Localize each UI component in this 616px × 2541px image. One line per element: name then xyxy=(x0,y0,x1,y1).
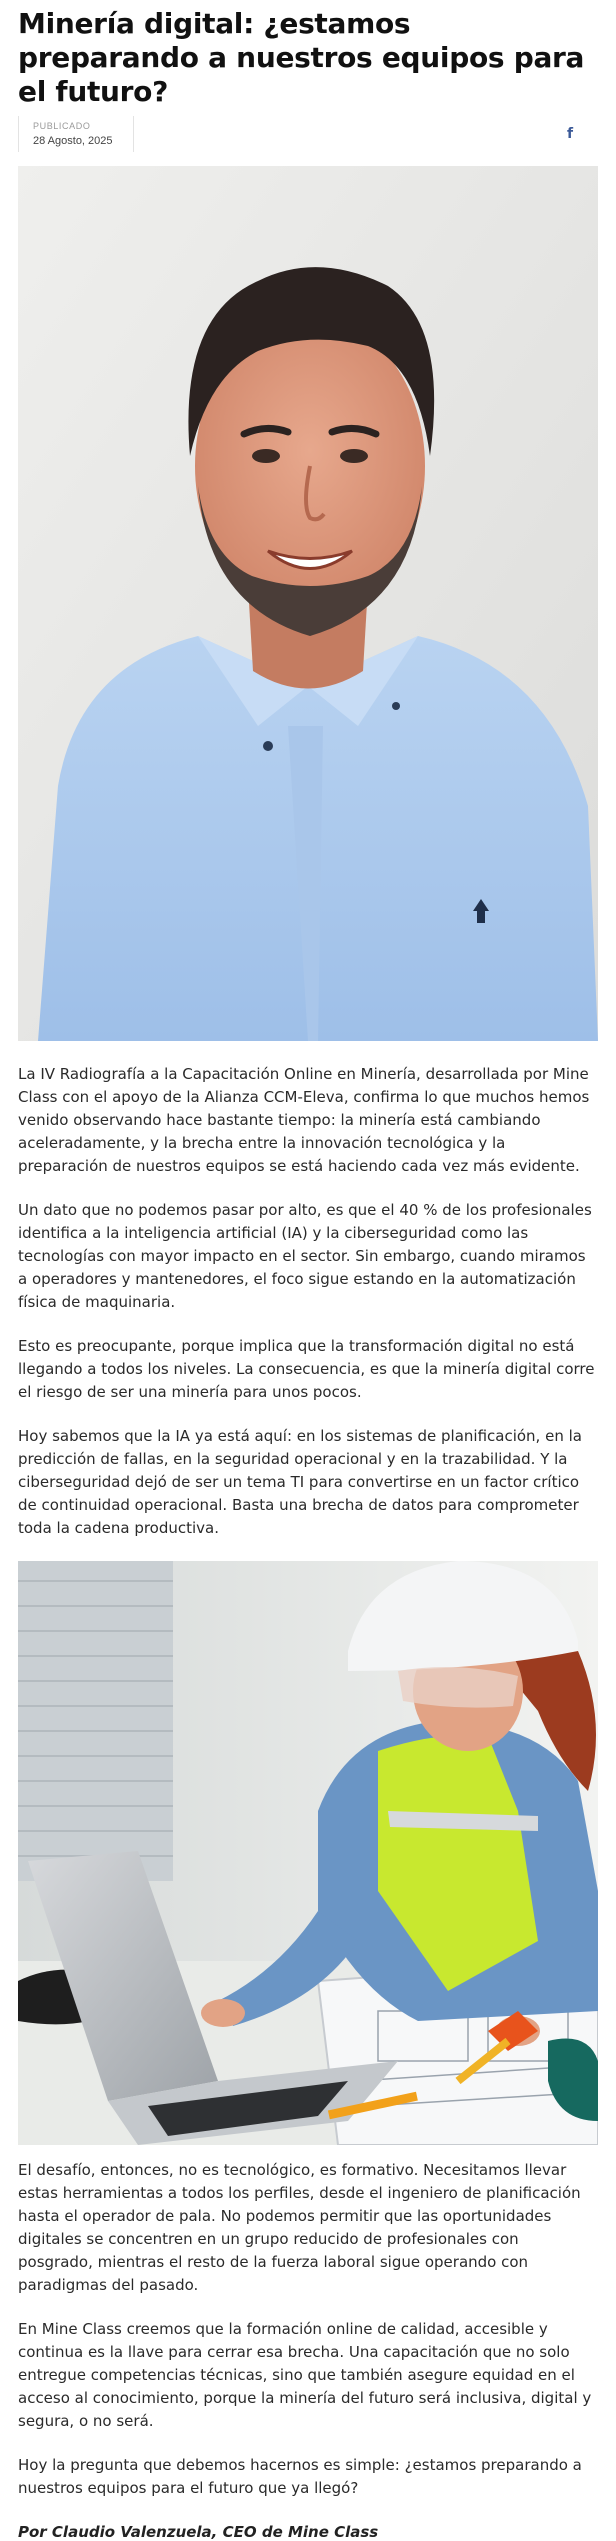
published-label: PUBLICADO xyxy=(33,120,91,131)
paragraph: En Mine Class creemos que la formación online de calidad, accesible y continua es la llave para cerrar esa brecha. Una capacitación que no solo entregue competencias técnicas, sino que también asegure equidad en el acceso al conocimiento, porque la minería del futuro será inclusiva, digital y segura, o no será. xyxy=(18,2320,592,2430)
author-signature: Por Claudio Valenzuela, CEO de Mine Class xyxy=(18,2523,379,2541)
publish-info xyxy=(18,116,113,152)
paragraph: Hoy sabemos que la IA ya está aquí: en los sistemas de planificación, en la predicción de fallas, en la seguridad operacional y en la trazabilidad. Y la ciberseguridad dejó de ser un tema TI para convertirse en un factor crítico de continuidad operacional. Basta una brecha de datos para comprometer toda la cadena productiva. xyxy=(18,1427,582,1537)
paragraph: La IV Radiografía a la Capacitación Online en Minería, desarrollada por Mine Class con el apoyo de la Alianza CCM-Eleva, confirma lo que muchos hemos venido observando hace bastante tiempo: la minería está cambiando aceleradamente, y la brecha entre la innovación tecnológica y la preparación de nuestros equipos se está haciendo cada vez más evidente. xyxy=(18,1065,590,1175)
article-meta xyxy=(18,116,598,152)
meta-divider xyxy=(133,116,134,152)
worker-laptop-image xyxy=(18,1561,598,2145)
paragraph: El desafío, entonces, no es tecnológico, es formativo. Necesitamos llevar estas herramientas a todos los perfiles, desde el ingeniero de planificación hasta el operador de pala. No podemos permitir que las oportunidades digitales se concentren en un grupo reducido de profesionales con posgrado, mientras el resto de la fuerza laboral sigue operando con paradigmas del pasado. xyxy=(18,2161,581,2294)
article-body-part2 xyxy=(18,2159,598,2500)
paragraph: Hoy la pregunta que debemos hacernos es simple: ¿estamos preparando a nuestros equipos para el futuro que ya llegó? xyxy=(18,2456,582,2497)
article-body-part1 xyxy=(18,1063,598,1540)
facebook-share-button[interactable] xyxy=(560,124,580,144)
published-date: 28 Agosto, 2025 xyxy=(33,134,113,147)
paragraph: Esto es preocupante, porque implica que la transformación digital no está llegando a todos los niveles. La consecuencia, es que la minería digital corre el riesgo de ser una minería para unos pocos. xyxy=(18,1337,595,1401)
facebook-icon: f xyxy=(566,126,574,142)
paragraph: Un dato que no podemos pasar por alto, es que el 40 % de los profesionales identifica a la inteligencia artificial (IA) y la ciberseguridad como las tecnologías con mayor impacto en el sector. Sin embargo, cuando miramos a operadores y mantenedores, el foco sigue estando en la automatización física de maquinaria. xyxy=(18,1201,592,1311)
hero-portrait-image xyxy=(18,166,598,1041)
article-title: Minería digital: ¿estamos preparando a nuestros equipos para el futuro? xyxy=(18,7,585,108)
